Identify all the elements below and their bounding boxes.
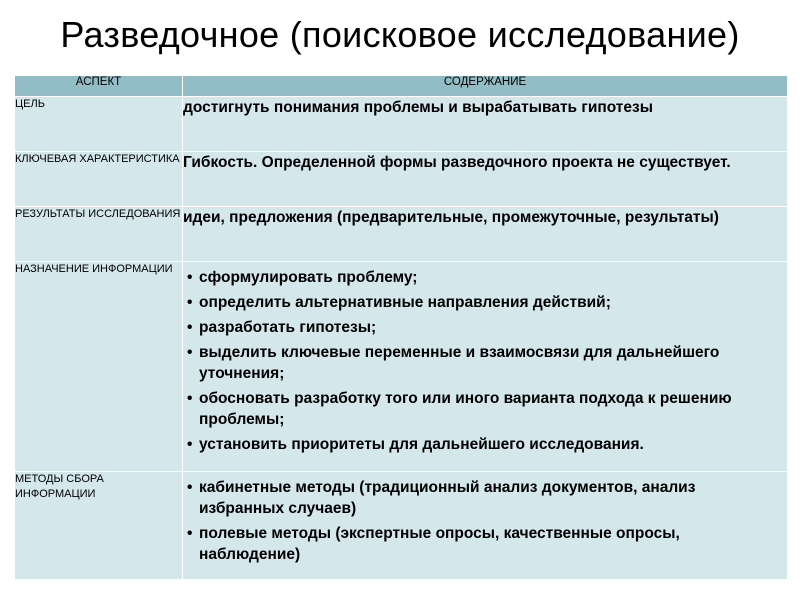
bullet-icon: • [187,294,193,311]
bullet-icon: • [187,436,193,453]
bullet-icon: • [187,269,193,286]
list-item: • установить приоритеты для дальнейшего исследования. [187,436,644,453]
bullet-icon: • [187,319,193,336]
table-row [15,207,788,262]
list-item: • кабинетные методы (традиционный анализ документов, анализ избранных случаев) [187,479,696,517]
bullet-icon: • [187,479,193,496]
bullet-icon: • [187,344,193,361]
table-row [15,262,788,472]
list-item: • сформулировать проблему; [187,269,418,286]
column-header-content: СОДЕРЖАНИЕ [183,76,788,97]
list-item: • полевые методы (экспертные опросы, качественные опросы, наблюдение) [187,525,680,563]
column-header-aspect: АСПЕКТ [15,76,183,97]
table-row [15,152,788,207]
aspect-cell-key-characteristic: КЛЮЧЕВАЯ ХАРАКТЕРИСТИКА [15,152,183,207]
aspect-cell-purpose: НАЗНАЧЕНИЕ ИНФОРМАЦИИ [15,262,183,472]
table-header-row [15,76,788,97]
list-item: • разработать гипотезы; [187,319,377,336]
list-item: • определить альтернативные направления действий; [187,294,611,311]
content-cell-key-characteristic: Гибкость. Определенной формы разведочного проекта не существует. [183,152,788,207]
list-item: • обосновать разработку того или иного варианта подхода к решению проблемы; [187,390,732,428]
bullet-icon: • [187,525,193,542]
list-item: • выделить ключевые переменные и взаимосвязи для дальнейшего уточнения; [187,344,720,382]
content-cell-goal: достигнуть понимания проблемы и вырабатывать гипотезы [183,97,788,152]
bullet-icon: • [187,390,193,407]
table-row [15,97,788,152]
content-cell-methods [183,472,788,580]
page-title: Разведочное (поисковое исследование) [60,14,740,55]
aspect-cell-goal: ЦЕЛЬ [15,97,183,152]
aspect-cell-methods: МЕТОДЫ СБОРА ИНФОРМАЦИИ [15,472,183,580]
content-cell-purpose [183,262,788,472]
table-row [15,472,788,580]
research-table [14,75,788,580]
aspect-cell-results: РЕЗУЛЬТАТЫ ИССЛЕДОВАНИЯ [15,207,183,262]
content-cell-results: идеи, предложения (предварительные, промежуточные, результаты) [183,207,788,262]
